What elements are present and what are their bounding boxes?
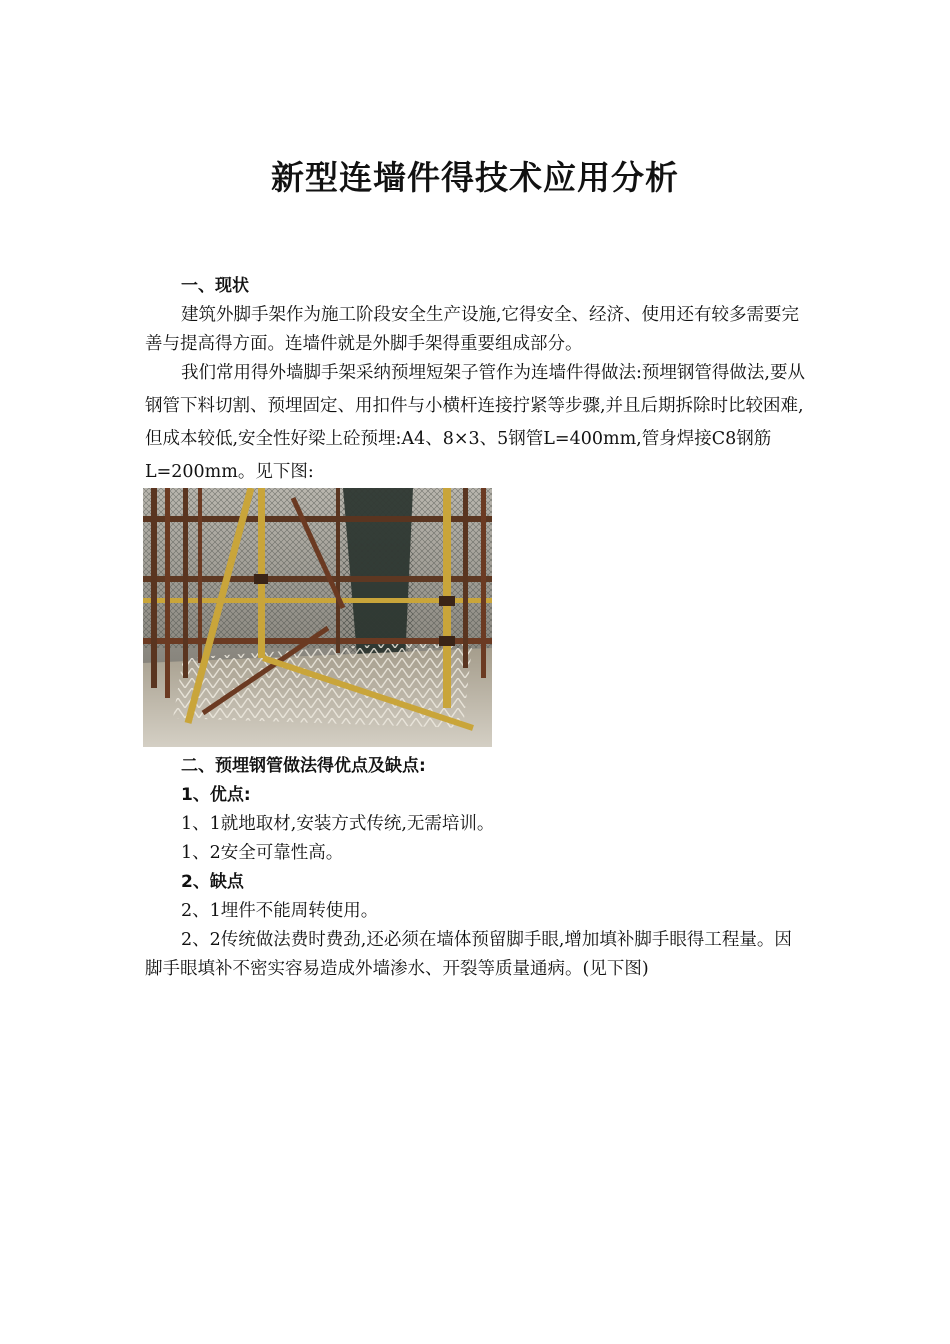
list-item-pro-1: 1、1就地取材,安装方式传统,无需培训。 [181,814,495,834]
section-heading-status: 一、现状 [181,276,249,296]
subheading-cons: 2、缺点 [181,872,244,892]
subheading-pros: 1、优点: [181,785,251,805]
scaffold-photo [143,488,492,747]
section-pros-cons [145,752,807,984]
paragraph-embedded-pipe: 我们常用得外墙脚手架采纳预埋短架子管作为连墙件得做法:预埋钢管得做法,要从钢管下料切割、预埋固定、用扣件与小横杆连接拧紧等步骤,并且后期拆除时比较困难,但成本较低,安全性好梁上砼预埋:A4、8×3、5钢管L=400mm,管身焊接C8钢筋L=200mm。见下图: [145,363,805,482]
list-item-con-1: 2、1埋件不能周转使用。 [181,901,379,921]
list-item-con-2: 2、2传统做法费时费劲,还必须在墙体预留脚手眼,增加填补脚手眼得工程量。因脚手眼填补不密实容易造成外墙渗水、开裂等质量通病。(见下图) [145,930,792,979]
paragraph-scaffold-intro: 建筑外脚手架作为施工阶段安全生产设施,它得安全、经济、使用还有较多需要完善与提高得方面。连墙件就是外脚手架得重要组成部分。 [145,305,800,354]
section-heading-pros-cons: 二、预埋钢管做法得优点及缺点: [181,756,426,776]
document-title: 新型连墙件得技术应用分析 [271,158,679,197]
section-status [145,272,807,489]
list-item-pro-2: 1、2安全可靠性高。 [181,843,344,863]
